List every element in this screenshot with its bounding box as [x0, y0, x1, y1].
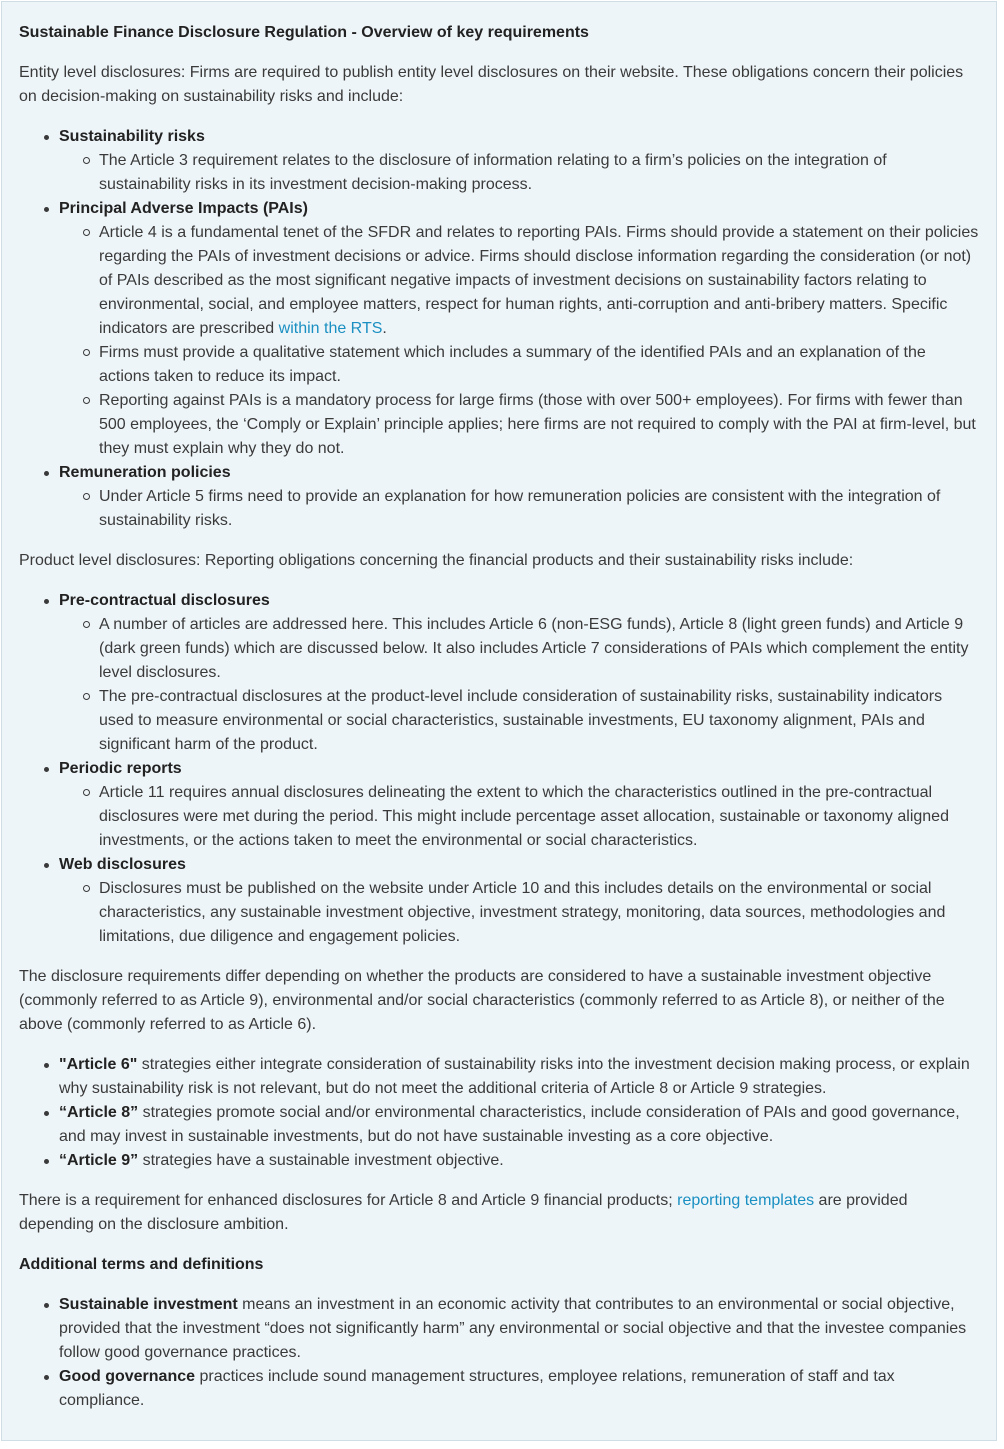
list-item	[59, 1293, 979, 1365]
entity-intro: Entity level disclosures: Firms are required to publish entity level disclosures on their website. These obligations concern their policies on decision-making on sustainability risks and include:	[19, 64, 964, 105]
sub-list-item: Disclosures must be published on the website under Article 10 and this includes details on the environmental or social characteristics, any sustainable investment objective, investment strategy, monitoring, data sources, methodologies and limitations, due diligence and engagement policies.	[99, 877, 979, 949]
sub-list-item: Firms must provide a qualitative statement which includes a summary of the identified PAIs and an explanation of the actions taken to reduce its impact.	[99, 341, 979, 389]
item-heading: Web disclosures	[59, 856, 186, 873]
item-heading: “Article 8”	[59, 1104, 139, 1121]
entity-list	[19, 125, 979, 533]
requirements-paragraph: The disclosure requirements differ depending on whether the products are considered to have a sustainable investment objective (commonly referred to as Article 9), environmental and/or social characteristics (commonly referred to as Article 8), or neither of the above (commonly referred to as Article 6).	[19, 968, 945, 1033]
page-title: Sustainable Finance Disclosure Regulation - Overview of key requirements	[19, 24, 589, 41]
list-item	[59, 1101, 979, 1149]
item-text: practices include sound management structures, employee relations, remuneration of staff and tax compliance.	[59, 1368, 895, 1409]
sub-list	[59, 877, 979, 949]
list-item	[59, 1149, 979, 1173]
list-item	[59, 125, 979, 197]
additional-heading: Additional terms and definitions	[19, 1256, 264, 1273]
list-item	[59, 589, 979, 757]
list-item	[59, 1365, 979, 1413]
sub-list-item: Reporting against PAIs is a mandatory process for large firms (those with over 500+ employees). For firms with fewer than 500 employees, the ‘Comply or Explain’ principle applies; here firms are not required to comply with the PAI at firm-level, but they must explain why they do not.	[99, 389, 979, 461]
enhanced-text-end: are provided depending on the disclosure ambition.	[19, 1192, 908, 1233]
reporting-templates-link[interactable]: reporting templates	[677, 1192, 815, 1209]
definition-list	[19, 1293, 979, 1413]
sub-text-end: .	[382, 320, 387, 337]
product-intro: Product level disclosures: Reporting obligations concerning the financial products and their sustainability risks include:	[19, 552, 854, 569]
sub-list	[59, 781, 979, 853]
item-heading: Pre-contractual disclosures	[59, 592, 270, 609]
list-item	[59, 197, 979, 461]
item-text: strategies have a sustainable investment objective.	[138, 1152, 504, 1169]
item-text: strategies promote social and/or environmental characteristics, include consideration of PAIs and good governance, and may invest in sustainable investments, but do not have sustainable investing as a core objective.	[59, 1104, 960, 1145]
rts-link[interactable]: within the RTS	[278, 320, 383, 337]
article-list	[19, 1053, 979, 1173]
item-heading: Remuneration policies	[59, 464, 231, 481]
item-heading: Sustainable investment	[59, 1296, 238, 1313]
item-heading: Sustainability risks	[59, 128, 205, 145]
list-item	[59, 757, 979, 853]
sub-list-item: Article 11 requires annual disclosures delineating the extent to which the characteristics outlined in the pre-contractual disclosures were met during the period. This might include percentage asset allocation, sustainable or taxonomy aligned investments, or the actions taken to meet the environmental or social characteristics.	[99, 781, 979, 853]
item-text: strategies either integrate consideration of sustainability risks into the investment decision making process, or explain why sustainability risk is not relevant, but do not meet the additional criteria of Article 8 or Article 9 strategies.	[59, 1056, 970, 1097]
sub-list-item: The Article 3 requirement relates to the disclosure of information relating to a firm’s policies on the integration of sustainability risks in its investment decision-making process.	[99, 149, 979, 197]
product-list	[19, 589, 979, 949]
sub-list	[59, 485, 979, 533]
item-heading: Good governance	[59, 1368, 196, 1385]
item-heading: "Article 6"	[59, 1056, 138, 1073]
list-item	[59, 1053, 979, 1101]
item-text: means an investment in an economic activity that contributes to an environmental or social objective, provided that the investment “does not significantly harm” any environmental or social objective and that the investee companies follow good governance practices.	[59, 1296, 967, 1361]
sub-list	[59, 221, 979, 461]
list-item	[59, 461, 979, 533]
sub-list-item: Under Article 5 firms need to provide an explanation for how remuneration policies are consistent with the integration of sustainability risks.	[99, 485, 979, 533]
item-heading: “Article 9”	[59, 1152, 139, 1169]
sub-list-item: The pre-contractual disclosures at the product-level include consideration of sustainability risks, sustainability indicators used to measure environmental or social characteristics, sustainable investments, EU taxonomy alignment, PAIs and significant harm of the product.	[99, 685, 979, 757]
sub-text: Article 4 is a fundamental tenet of the SFDR and relates to reporting PAIs. Firms should provide a statement on their policies regarding the PAIs of investment decisions or advice. Firms should disclose information regarding the consideration (or not) of PAIs described as the most significant negative impacts of investment decisions on sustainability factors relating to environmental, social, and employee matters, respect for human rights, anti-corruption and anti-bribery matters. Specific indicators are prescribed	[99, 224, 979, 337]
disclosure-panel	[1, 1, 997, 1441]
sub-list-item	[99, 221, 979, 341]
enhanced-text: There is a requirement for enhanced disclosures for Article 8 and Article 9 financial products;	[19, 1192, 678, 1209]
item-heading: Periodic reports	[59, 760, 182, 777]
sub-list	[59, 149, 979, 197]
enhanced-paragraph	[19, 1189, 979, 1237]
sub-list-item: A number of articles are addressed here. This includes Article 6 (non-ESG funds), Article 8 (light green funds) and Article 9 (dark green funds) which are discussed below. It also includes Article 7 considerations of PAIs which complement the entity level disclosures.	[99, 613, 979, 685]
list-item	[59, 853, 979, 949]
item-heading: Principal Adverse Impacts (PAIs)	[59, 200, 308, 217]
sub-list	[59, 613, 979, 757]
